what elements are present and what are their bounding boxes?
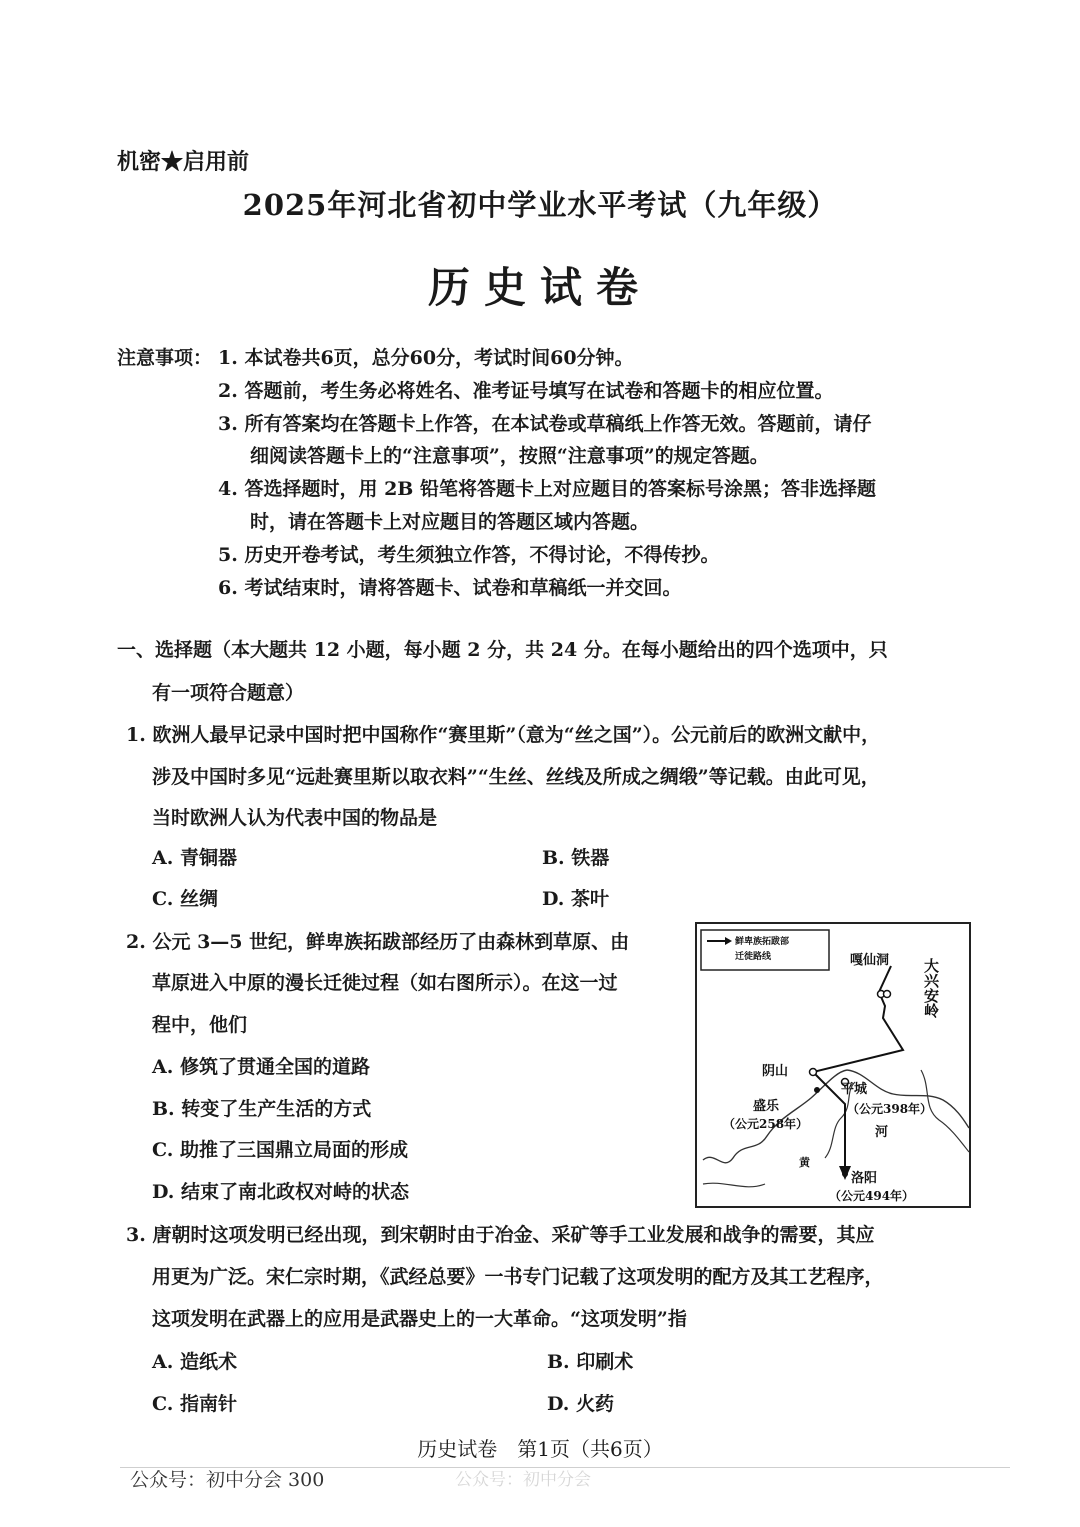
q3-option-d: D. 火药 (547, 1393, 615, 1415)
label-luoyang-year: （公元494年） (829, 1189, 915, 1203)
notice-item: 细阅读答题卡上的“注意事项”，按照“注意事项”的规定答题。 (250, 445, 769, 467)
q3-option-c: C. 指南针 (152, 1393, 238, 1415)
map-legend-box (701, 930, 829, 970)
legend-text-2: 迁徙路线 (735, 952, 772, 962)
q3-option-b: B. 印刷术 (547, 1351, 634, 1373)
question-3-line: 3. 唐朝时这项发明已经出现，到宋朝时由于冶金、采矿等手工业发展和战争的需要，其应 (126, 1224, 875, 1246)
question-2-line: 草原进入中原的漫长迁徙过程（如右图所示）。在这一过 (152, 972, 618, 994)
page-footer: 历史试卷 第1页（共6页） (417, 1437, 663, 1461)
luoyang-marker (842, 1171, 848, 1177)
q3-option-a: A. 造纸术 (152, 1351, 237, 1373)
label-shengle: 盛乐 (753, 1099, 780, 1114)
question-1-line: 1. 欧洲人最早记录中国时把中国称作“赛里斯”（意为“丝之国”）。公元前后的欧洲文献中， (126, 724, 881, 746)
label-shengle-year: （公元258年） (723, 1117, 809, 1131)
paper-title: 历史试卷 (427, 263, 652, 312)
label-pingcheng-year: （公元398年） (847, 1102, 933, 1116)
notice-label: 注意事项： (117, 347, 213, 369)
watermark-text: 公众号：初中分会 300 (130, 1469, 325, 1491)
q1-option-c: C. 丝绸 (152, 888, 219, 910)
watermark-faint: 公众号：初中分会 (455, 1470, 591, 1490)
migration-map (695, 922, 971, 1208)
section-heading-cont: 有一项符合题意） (152, 682, 305, 704)
q2-option-b: B. 转变了生产生活的方式 (152, 1098, 372, 1120)
label-mountains: 大兴安岭 (922, 958, 940, 1018)
label-cave: 嘎仙洞 (850, 953, 890, 968)
notice-item: 时，请在答题卡上对应题目的答题区域内答题。 (250, 511, 650, 533)
label-river-huang: 黄 (799, 1156, 810, 1169)
question-1-line: 当时欧洲人认为代表中国的物品是 (152, 807, 438, 829)
yinshan-marker (810, 1069, 817, 1076)
notice-item: 2. 答题前，考生务必将姓名、准考证号填写在试卷和答题卡的相应位置。 (218, 380, 834, 402)
question-3-line: 这项发明在武器上的应用是武器史上的一大革命。“这项发明”指 (152, 1308, 687, 1330)
shengle-marker (814, 1087, 820, 1093)
q2-option-c: C. 助推了三国鼎立局面的形成 (152, 1139, 409, 1161)
cave-marker-2 (884, 991, 891, 998)
notice-item: 4. 答选择题时，用 2B 铅笔将答题卡上对应题目的答案标号涂黑；答非选择题 (218, 478, 876, 500)
confidential-label: 机密★启用前 (117, 149, 250, 175)
q1-option-b: B. 铁器 (542, 847, 610, 869)
notice-item: 5. 历史开卷考试，考生须独立作答，不得讨论，不得传抄。 (218, 544, 720, 566)
question-2-line: 程中，他们 (152, 1014, 248, 1036)
label-luoyang: 洛阳 (851, 1171, 878, 1186)
notice-item: 3. 所有答案均在答题卡上作答，在本试卷或草稿纸上作答无效。答题前，请仔 (218, 413, 872, 435)
q2-option-a: A. 修筑了贯通全国的道路 (152, 1056, 370, 1078)
label-yinshan: 阴山 (762, 1064, 789, 1079)
label-pingcheng: 平城 (841, 1082, 868, 1097)
notice-item: 1. 本试卷共6页，总分60分，考试时间60分钟。 (218, 347, 634, 369)
question-1-line: 涉及中国时多见“远赴赛里斯以取衣料”“生丝、丝线及所成之绸缎”等记载。由此可见， (152, 766, 880, 788)
label-river-he: 河 (875, 1125, 889, 1140)
question-3-line: 用更为广泛。宋仁宗时期，《武经总要》一书专门记载了这项发明的配方及其工艺程序， (152, 1266, 884, 1288)
legend-text-1: 鲜卑族拓跋部 (735, 937, 790, 947)
section-heading: 一、选择题（本大题共 12 小题，每小题 2 分，共 24 分。在每小题给出的四个选项中，只 (117, 639, 888, 661)
notice-item: 6. 考试结束时，请将答题卡、试卷和草稿纸一并交回。 (218, 577, 682, 599)
q2-option-d: D. 结束了南北政权对峙的状态 (152, 1181, 410, 1203)
q1-option-a: A. 青铜器 (152, 847, 237, 869)
question-2-line: 2. 公元 3—5 世纪，鲜卑族拓跋部经历了由森林到草原、由 (126, 931, 630, 953)
exam-title: 2025年河北省初中学业水平考试（九年级） (242, 188, 838, 222)
q1-option-d: D. 茶叶 (542, 888, 610, 910)
